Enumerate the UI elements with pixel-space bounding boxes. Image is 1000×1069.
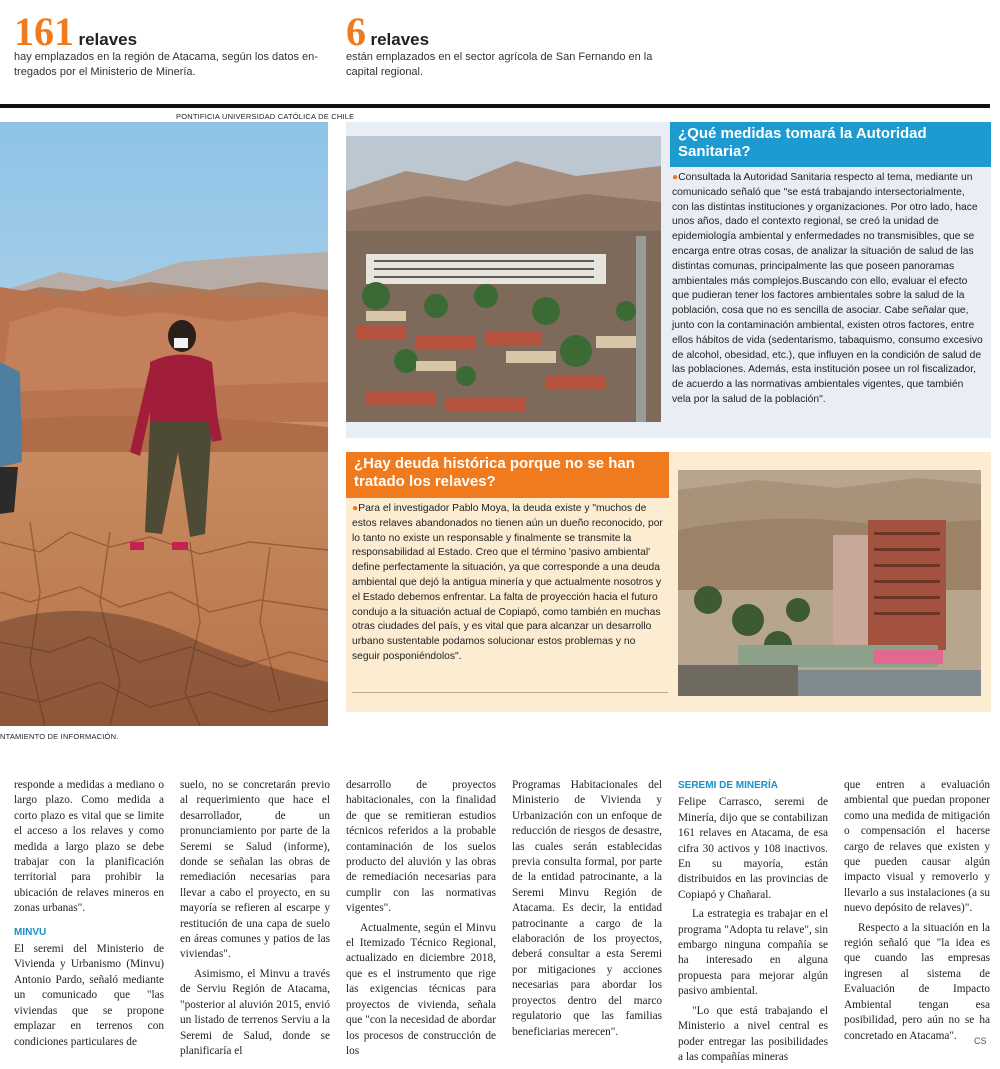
city-photo <box>678 470 981 696</box>
column-3 <box>346 778 496 1063</box>
stat-text-line: hay emplazados en la región de Atacama, según los datos en- <box>14 51 318 63</box>
stat-161 <box>14 9 334 54</box>
debt-text <box>352 502 666 665</box>
paragraph: La estrategia es trabajar en el programa "Adopta tu relave", sin embargo ninguna compañía se ha interesado en alguna propuesta para mejorar algún pasivo ambiental. <box>678 908 828 998</box>
bullet-icon: ● <box>672 172 679 183</box>
authority-text <box>672 171 984 408</box>
column-6 <box>844 778 990 1048</box>
column-5 <box>678 770 828 1069</box>
debt-heading: ¿Hay deuda histórica porque no se han tratado los relaves? <box>346 452 669 498</box>
authority-body: Consultada la Autoridad Sanitaria respecto al tema, mediante un comunicado señaló que "se está trabajando intersectorialmente, con las distintas instituciones y organizaciones. Por otro lado, hace unos años, dado el contexto regional, se creó la unidad de epidemiología ambiental y enfermedades no transmisibles, que se encarga entre otras cosas, de analizar la situación de salud de las distintas comunas, principalmente las que poseen panoramas ambientales más complejos.Buscando con ello, evaluar el efecto que pudieran tener los factores ambientales sobre la salud de la población, cosa que no es sencilla de asociar. Cabe señalar que, junto con la contaminación ambiental, existen otros factores, entre ellos hábitos de vida (sedentarismo, tabaquismo, consumo excesivo de alcohol, obesidad, etc.), que influyen en la condición de salud de las poblaciones. Además, esta institución posee un rol fiscalizador, de acuerdo a las normativas ambientales vigentes, que también vela por la salud de la población". <box>672 172 983 405</box>
stat-word: relaves <box>370 30 430 49</box>
paragraph: suelo, no se concretarán previo al requerimiento que hace el desarrollador, de un pronunciamiento por parte de la Seremi se Salud (informe), donde se señalan las obras de remediación necesarias para llevar a cabo el proyecto, en su mayoría se refieren al escarpe y restitución de una capa de suelo en áreas comunes y patios de las viviendas". <box>180 779 330 961</box>
photo-caption: NTAMIENTO DE INFORMACIÓN. <box>0 732 119 741</box>
stat-6 <box>346 9 666 54</box>
stat-text-line: están emplazados en el sector agrícola de San Fernando en la <box>346 51 653 63</box>
stat-161-text <box>14 50 344 80</box>
bullet-icon: ● <box>352 503 359 514</box>
paragraph: desarrollo de proyectos habitacionales, con la finalidad de que se remitieran estudios técnicos referidos a la probable contaminación de los suelos producto del aluvión y las obras de remediación necesarias para cumplir con las normativas vigentes". <box>346 779 496 915</box>
stat-number: 6 <box>346 9 366 54</box>
paragraph: "Lo que está trabajando el Ministerio a nivel central es poder entregar las posibilidades a las compañías mineras <box>678 1004 828 1063</box>
debt-body: Para el investigador Pablo Moya, la deuda existe y "muchos de estos relaves abandonados no tienen aún un dueño reconocido, por lo tanto no existe un responsable y finalmente se transmite la responsabilidad al Estado. Creo que el término 'pasivo ambiental' define perfectamente la situación, ya que corresponde a una deuda ambiental que dejó la antigua minería y que actualmente nosotros y el Estado debemos enfrentar. La falta de proyección hacia el futuro condujo a la situación actual de Copiapó, como también en muchas otras ciudades del país, y es vital que para alcanzar un desarrollo urbano sustentable podamos solucionar estos problemas y no seguir posponiéndolos". <box>352 503 663 662</box>
section-heading-mineria: SEREMI DE MINERÍA <box>678 780 779 791</box>
paragraph: que entren a evaluación ambiental que puedan proponer como una medida de mitigación o compensación el hacerse cargo de relaves que existen y que pueden causar algún impacto visual y removerlo y llevarlo a sus instalaciones (a su nuevo depósito de relaves)". <box>844 779 990 915</box>
paragraph: Felipe Carrasco, seremi de Minería, dijo que se contabilizan 161 relaves en Atacama, de esa cifra 30 activos y 108 inactivos. En su mayoría, están distribuidos en las provincias de Copiapó y Chañaral. <box>678 796 828 901</box>
authority-heading: ¿Qué medidas tomará la Autoridad Sanitaria? <box>670 122 991 167</box>
paragraph: responde a medidas a mediano o largo plazo. Como medida a corto plazo es vital que se limite el acceso a los relaves y como medida a largo plazo se debe trabajar con la planificación territorial para prohibir la ubicación de relaves mineros en zonas urbanas". <box>14 779 164 915</box>
photo-credit: PONTIFICIA UNIVERSIDAD CATÓLICA DE CHILE <box>176 112 355 121</box>
end-mark: CS <box>974 1036 987 1046</box>
paragraph: Actualmente, según el Minvu el Itemizado Técnico Regional, actualizado en diciembre 2018, que es el instrumento que rige las exigencias técnicas para proyectos de vivienda, señala que "con la necesidad de abordar los procesos de construcción de los <box>346 921 496 1057</box>
stat-text-line: capital regional. <box>346 66 424 78</box>
stat-word: relaves <box>78 30 138 49</box>
paragraph: Programas Habitacionales del Ministerio de Vivienda y Urbanización con un enfoque de reducción de riesgos de desastre, las cuales serán establecidas previa consulta formal, por parte de la entidad patrocinante, a la Seremi Minvu Región de Atacama. Es decir, la entidad patrocinante a cargo de la elaboración de los proyectos, deberá consultar a esta Seremi por mitigaciones y acciones necesarias para abordar los proyectos dentro del marco regulatorio que las familias beneficiarias merecen". <box>512 779 662 1038</box>
paragraph: Respecto a la situación en la región señaló que "la idea es que cuando las empresas ingresen al sistema de Evaluación de Impacto Ambiental tengan esa posibilidad, pero aún no se ha concretado en Atacama". <box>844 921 990 1042</box>
paragraph: Asimismo, el Minvu a través de Serviu Región de Atacama, "posterior al aluvión 2015, envió un listado de terrenos Serviu a la Seremi de Salud, donde se planificaría el <box>180 967 330 1057</box>
column-4 <box>512 778 662 1044</box>
town-photo <box>346 136 661 422</box>
debt-rule <box>352 692 668 693</box>
column-2 <box>180 778 330 1063</box>
section-heading-minvu: MINVU <box>14 926 47 938</box>
paragraph: El seremi del Ministerio de Vivienda y Urbanismo (Minvu) Antonio Pardo, señaló mediante un comunicado que "las viviendas que se propone emplazar en terrenos con condiciones particulares de <box>14 943 164 1048</box>
stat-text-line: tregados por el Ministerio de Minería. <box>14 66 196 78</box>
top-rule <box>0 104 990 108</box>
column-1 <box>14 778 164 1054</box>
desert-photo <box>0 122 328 726</box>
stat-number: 161 <box>14 9 74 54</box>
stat-6-text <box>346 50 676 80</box>
